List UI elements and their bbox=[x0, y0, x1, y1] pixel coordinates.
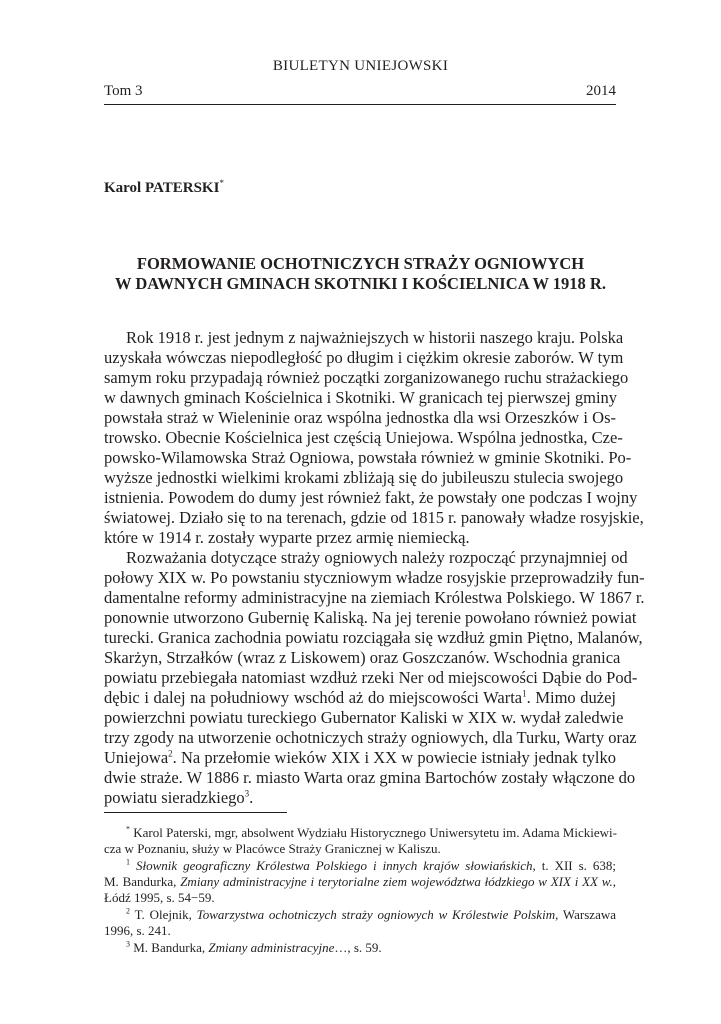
body-text: . bbox=[249, 788, 254, 807]
body-line: wyższe jednostki wielkimi krokami zbliżają się do jubileuszu stulecia swojego bbox=[104, 468, 624, 487]
body-line: powierzchni powiatu tureckiego Gubernator Kaliski w XIX w. wydał zaledwie bbox=[104, 708, 624, 727]
footnote-1 bbox=[126, 858, 616, 874]
journal-title: BIULETYN UNIEJOWSKI bbox=[272, 58, 449, 74]
body-line: Skarżyn, Strzałków (wraz z Liskowem) oraz Goszczanów. Wschodnia granica bbox=[104, 648, 621, 667]
footnote-title: Zmiany administracyjne i terytorialne ziem województwa łódzkiego w XIX i XX w. bbox=[180, 874, 613, 889]
footnote-mark: 1 bbox=[126, 857, 130, 867]
footnote-rule bbox=[104, 812, 287, 813]
footnote-text: M. Bandurka, bbox=[104, 874, 181, 889]
body-line: uzyskała wówczas niepodległość po długim i ciężkim okresie zaborów. W tym bbox=[104, 348, 624, 367]
footnote-text: Karol Paterski, mgr, absolwent Wydziału Historycznego Uniwersytetu im. Adama Mickiewi- bbox=[133, 825, 617, 840]
footnote-text: , Warszawa bbox=[555, 907, 617, 922]
body-line: powiatu przebiegała natomiast wzdłuż rzeki Ner od miejscowości Dąbie do Pod- bbox=[104, 668, 638, 687]
body-text: dębic i dalej na południowy wschód aż do miejscowości Warta bbox=[104, 688, 523, 707]
author-name bbox=[104, 178, 224, 197]
footnote-title: Słownik geograficzny Królestwa Polskiego i innych krajów słowiańskich bbox=[136, 858, 533, 873]
body-line: ponownie utworzono Gubernię Kaliską. Na jej terenie powołano również powiat bbox=[104, 608, 637, 627]
footnote-mark: 3 bbox=[126, 939, 130, 949]
year-label: 2014 bbox=[586, 83, 616, 99]
footnote-ref-1: 1 bbox=[522, 688, 527, 699]
footnote-ref-3: 3 bbox=[244, 788, 250, 799]
body-line: powsko-Wilamowska Straż Ogniowa, powstała również w gminie Skotniki. Po- bbox=[104, 448, 632, 467]
footnote-title: Towarzystwa ochotniczych straży ogniowych w Królestwie Polskim bbox=[196, 907, 556, 922]
footnote-2 bbox=[126, 907, 616, 923]
body-line bbox=[104, 788, 616, 808]
footnote-author bbox=[126, 825, 616, 841]
volume-label: Tom 3 bbox=[104, 83, 143, 99]
body-text: . Na przełomie wieków XIX i XX w powiecie istniały jednak tylko bbox=[172, 748, 616, 767]
body-text: powiatu sieradzkiego bbox=[104, 788, 245, 807]
body-line: trzy zgody na utworzenie ochotniczych straży ogniowych, dla Turku, Warty oraz bbox=[104, 728, 637, 747]
body-line: turecki. Granica zachodnia powiatu rozciągała się wzdłuż gmin Piętno, Malanów, bbox=[104, 628, 643, 647]
body-line bbox=[104, 688, 616, 708]
footnote-text: T. Olejnik, bbox=[134, 907, 197, 922]
body-line: Rok 1918 r. jest jednym z najważniejszych w historii naszego kraju. Polska bbox=[126, 328, 624, 347]
body-line: dwie straże. W 1886 r. miasto Warta oraz gmina Bartochów zostały włączone do bbox=[104, 768, 636, 787]
footnote-2-cont: 1996, s. 241. bbox=[104, 923, 171, 938]
footnote-text: …, s. 59. bbox=[334, 940, 382, 955]
footnote-mark: 2 bbox=[126, 906, 130, 916]
body-line: które w 1914 r. zostały wyparte przez armię niemiecką. bbox=[104, 528, 470, 547]
article-title-line-2: W DAWNYCH GMINACH SKOTNIKI I KOŚCIELNICA W 1918 R. bbox=[115, 274, 606, 293]
body-line: połowy XIX w. Po powstaniu styczniowym władze rosyjskie przeprowadziły fun- bbox=[104, 568, 645, 587]
body-text: Uniejowa bbox=[104, 748, 169, 767]
body-line: trowsko. Obecnie Kościelnica jest częścią Uniejowa. Wspólna jednostka, Cze- bbox=[104, 428, 623, 447]
footnote-3 bbox=[126, 940, 616, 956]
author-footnote-mark: * bbox=[219, 178, 224, 188]
footnote-1-cont bbox=[104, 874, 616, 890]
footnote-ref-2: 2 bbox=[168, 748, 173, 759]
footnote-title: Zmiany administracyjne bbox=[208, 940, 335, 955]
body-line: Rozważania dotyczące straży ogniowych należy rozpocząć przynajmniej od bbox=[126, 548, 628, 567]
body-line: samym roku przypadają również początki zorganizowanego ruchu strażackiego bbox=[104, 368, 629, 387]
body-line bbox=[104, 748, 616, 768]
body-line: w dawnych gminach Kościelnica i Skotniki. W granicach tej pierwszej gminy bbox=[104, 388, 618, 407]
footnote-text: , bbox=[612, 874, 616, 889]
body-line: damentalne reformy administracyjne na ziemiach Królestwa Polskiego. W 1867 r. bbox=[104, 588, 645, 607]
header-rule bbox=[104, 104, 616, 105]
footnote-text: M. Bandurka, bbox=[133, 940, 209, 955]
body-line: światowej. Działo się to na terenach, gdzie od 1815 r. panowały władze rosyjskie, bbox=[104, 508, 644, 527]
footnote-mark: * bbox=[126, 824, 130, 834]
footnote-1-cont: Łódź 1995, s. 54−59. bbox=[104, 890, 215, 905]
author-text: Karol PATERSKI bbox=[104, 180, 220, 196]
body-line: istnienia. Powodem do dumy jest również fakt, że powstały one podczas I wojny bbox=[104, 488, 638, 507]
body-line: powstała straż w Wieleninie oraz wspólna jednostka dla wsi Orzeszków i Os- bbox=[104, 408, 616, 427]
footnote-author-cont: cza w Poznaniu, służy w Placówce Straży Granicznej w Kaliszu. bbox=[104, 841, 441, 856]
footnote-text: , t. XII s. 638; bbox=[532, 858, 617, 873]
article-title-line-1: FORMOWANIE OCHOTNICZYCH STRAŻY OGNIOWYCH bbox=[136, 254, 585, 273]
body-text: . Mimo dużej bbox=[526, 688, 616, 707]
